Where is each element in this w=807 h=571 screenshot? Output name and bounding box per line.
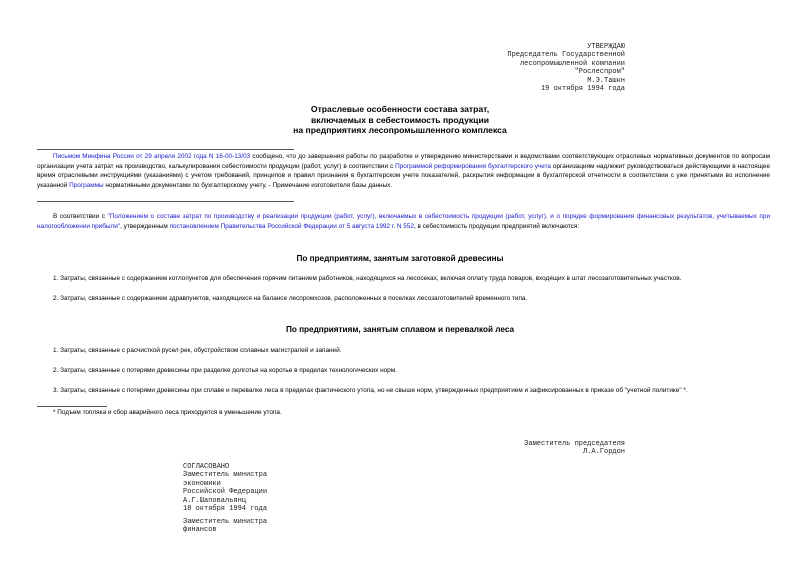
- approval-line: Председатель Государственной: [507, 51, 625, 60]
- note-top-divider: [37, 149, 294, 150]
- agreed-line: финансов: [183, 526, 217, 535]
- signature-line: Л.А.Гордон: [582, 448, 625, 457]
- title-line: Отраслевые особенности состава затрат,: [310, 104, 490, 114]
- document-title: [200, 104, 600, 136]
- agreed-line: экономики: [183, 479, 221, 488]
- agreed-line: СОГЛАСОВАНО: [183, 463, 230, 471]
- note-text: организациям надлежит руководствоваться действующими в настоящее время отраслевыми инструкциями (указаниями) с учетом требований, принципов и правил признания в бухгалтерском учете показателей, раскрытия информации в бухгалтерской отчетности в соответствии с уже принятыми во исполнение указанной: [37, 162, 771, 189]
- list-item: 2. Затраты, связанные с потерями древесины при разделке долготья на коротье в пределах технологических норм.: [53, 367, 397, 374]
- approval-line: "Рослеспром": [574, 68, 625, 77]
- intro-paragraph: [37, 212, 770, 231]
- footnote-divider: [37, 406, 107, 407]
- note-text: сообщено, что до завершения работы по разработке и утверждению министерствами и ведомствами соответствующих отраслевых нормативных документов по вопросам организации учета затрат на производство, калькулирования себестоимости продукции (работ, услуг) в соответствии с: [37, 153, 770, 170]
- minfin-letter-link[interactable]: Письмом Минфина России от 29 апреля 2002 года N 16-00-13/03: [53, 153, 251, 160]
- title-line: включаемых в себестоимость продукции: [310, 114, 490, 125]
- program-link[interactable]: Программы: [69, 181, 104, 189]
- approval-line: лесопромышленной компании: [519, 59, 625, 68]
- reform-program-link[interactable]: Программой реформирования бухгалтерского учета: [395, 162, 551, 170]
- intro-text: , в себестоимость продукции предприятий включаются:: [413, 222, 580, 230]
- agreed-line: Заместитель министра: [183, 471, 268, 480]
- note-text: нормативными документами по бухгалтерскому учету. - Примечание изготовителя базы данных.: [103, 181, 393, 189]
- list-item: 3. Затраты, связанные с потерями древесины при сплаве и перевалке леса в пределах фактического утопа, но не свыше норм, утвержденных предприятием и зафиксированных в приказе об "учетной политике" *.: [53, 387, 688, 394]
- title-line: на предприятиях лесопромышленного комплекса: [293, 125, 507, 136]
- approval-line: УТВЕРЖДАЮ: [587, 43, 625, 51]
- list-item: 1. Затраты, связанные с расчисткой русел рек, обустройством сплавных магистралей и запаней.: [53, 347, 342, 354]
- regulation-link[interactable]: "Положением о составе затрат по производству и реализации продукции (работ, услуг), включаемых в себестоимость продукции (работ, услуг), и о порядке формирования финансовых результатов, учитываемых при налогообложении прибыли": [37, 213, 771, 230]
- list-item: 2. Затраты, связанные с содержанием здравпунктов, находящихся на балансе леспромхозов, расположенных в поселках лесозаготовителей временного типа.: [53, 295, 528, 302]
- signature-line: Заместитель председателя: [524, 440, 625, 448]
- government-resolution-link[interactable]: постановлением Правительства Российской Федерации от 5 августа 1992 г. N 552: [169, 222, 414, 230]
- footnote: * Подъем топляка и сбор аварийного леса приходуется в уменьшение утопа.: [53, 409, 282, 416]
- approval-line: М.Э.Ташкн: [587, 76, 625, 85]
- agreed-finance-block: [183, 518, 383, 535]
- note-bottom-divider: [37, 201, 294, 202]
- agreed-line: Российской Федерации: [183, 488, 268, 497]
- list-item: 1. Затраты, связанные с содержанием котлопунктов для обеспечения горячим питанием работников, находящихся на лесосеках, включая оплату труда поваров, входящих в штат лесозаготовительных участков.: [53, 275, 682, 282]
- section-heading: По предприятиям, занятым заготовкой древесины: [296, 254, 504, 263]
- agreed-block: [183, 463, 383, 513]
- agreed-line: А.Г.Шаповальянц: [183, 496, 247, 505]
- intro-text: , утвержденным: [120, 222, 170, 230]
- editor-note: [37, 152, 770, 190]
- approval-line: 19 октября 1994 года: [540, 85, 625, 94]
- intro-text: В соответствии с: [53, 213, 108, 220]
- approval-block: [480, 43, 625, 93]
- section-heading: По предприятиям, занятым сплавом и перевалкой леса: [285, 325, 515, 334]
- deputy-signature: [480, 440, 625, 457]
- agreed-line: Заместитель министра: [183, 518, 268, 526]
- agreed-line: 18 октября 1994 года: [183, 505, 268, 514]
